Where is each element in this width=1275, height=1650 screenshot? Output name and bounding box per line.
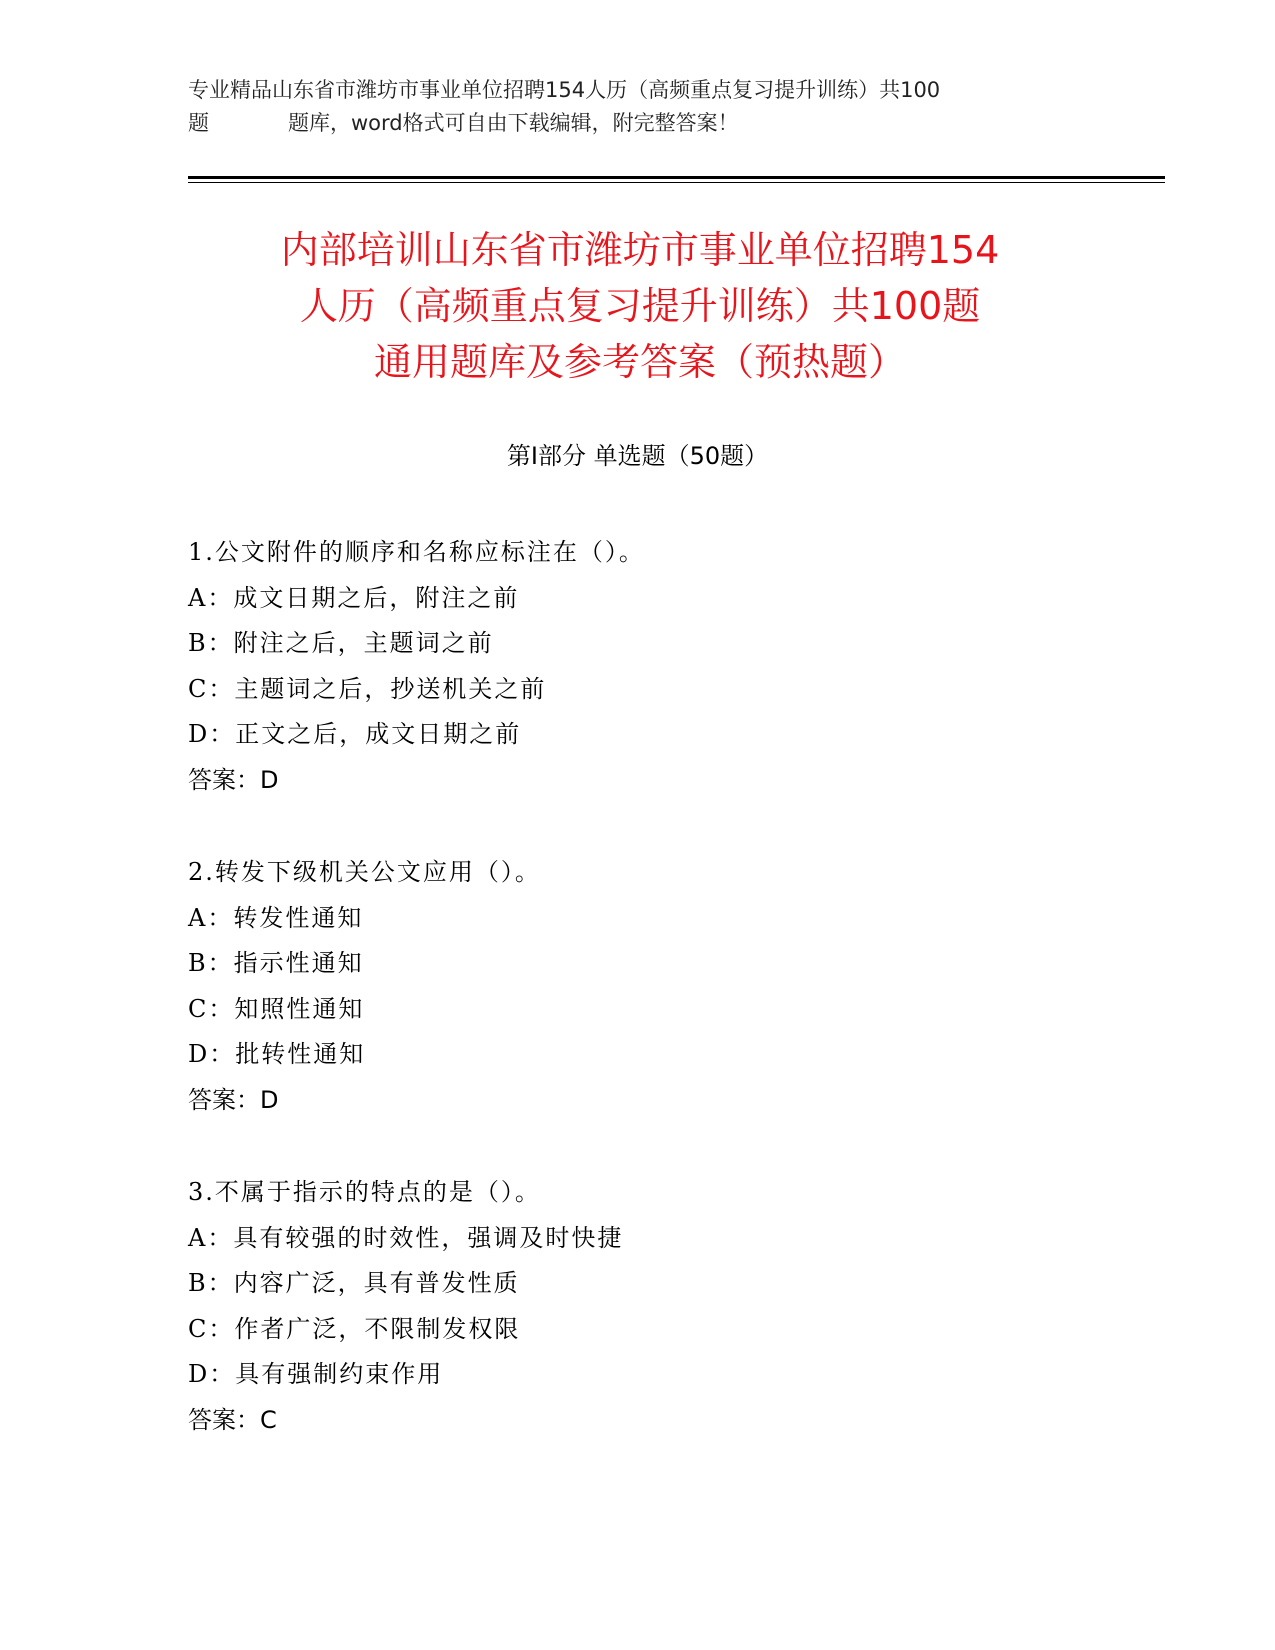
option-c: C：作者广泛，不限制发权限 <box>188 1314 521 1343</box>
option-b: B：附注之后，主题词之前 <box>188 629 494 657</box>
option-d: D：正文之后，成文日期之前 <box>188 720 522 748</box>
option-a: A：具有较强的时效性，强调及时快捷 <box>188 1223 624 1252</box>
header-divider-thin <box>188 182 1165 183</box>
option-d: D：具有强制约束作用 <box>188 1360 444 1388</box>
question-list <box>188 530 1138 1490</box>
section-heading: 第Ⅰ部分 单选题（50题） <box>506 442 769 470</box>
document-header-note <box>188 74 1088 140</box>
option-c: C：主题词之后，抄送机关之前 <box>188 674 547 703</box>
header-line-2 <box>188 107 1088 140</box>
header-divider-thick <box>188 176 1165 179</box>
title-line-1: 内部培训山东省市潍坊市事业单位招聘154 <box>280 228 1000 272</box>
option-c: C：知照性通知 <box>188 994 365 1023</box>
option-a: A：成文日期之后，附注之前 <box>188 583 520 612</box>
answer-line: 答案：D <box>188 1085 279 1114</box>
question-1 <box>188 530 1138 803</box>
answer-line: 答案：D <box>188 765 279 794</box>
title-line-2: 人历（高频重点复习提升训练）共100题 <box>299 284 981 328</box>
header-line-2-lead: 题 <box>188 111 209 135</box>
question-3 <box>188 1170 1138 1443</box>
document-title <box>160 222 1120 390</box>
question-stem: 3.不属于指示的特点的是（）。 <box>188 1178 541 1206</box>
answer-line: 答案：C <box>188 1405 277 1434</box>
option-b: B：内容广泛，具有普发性质 <box>188 1269 520 1297</box>
question-stem: 2.转发下级机关公文应用（）。 <box>188 858 541 886</box>
question-stem: 1.公文附件的顺序和名称应标注在（）。 <box>188 538 645 566</box>
option-b: B：指示性通知 <box>188 949 364 977</box>
header-line-1: 专业精品山东省市潍坊市事业单位招聘154人历（高频重点复习提升训练）共100 <box>188 78 941 102</box>
option-d: D：批转性通知 <box>188 1040 366 1068</box>
question-2 <box>188 850 1138 1123</box>
header-line-2-text: 题库，word格式可自由下载编辑，附完整答案！ <box>288 111 739 135</box>
title-line-3: 通用题库及参考答案（预热题） <box>373 340 906 384</box>
option-a: A：转发性通知 <box>188 903 364 932</box>
